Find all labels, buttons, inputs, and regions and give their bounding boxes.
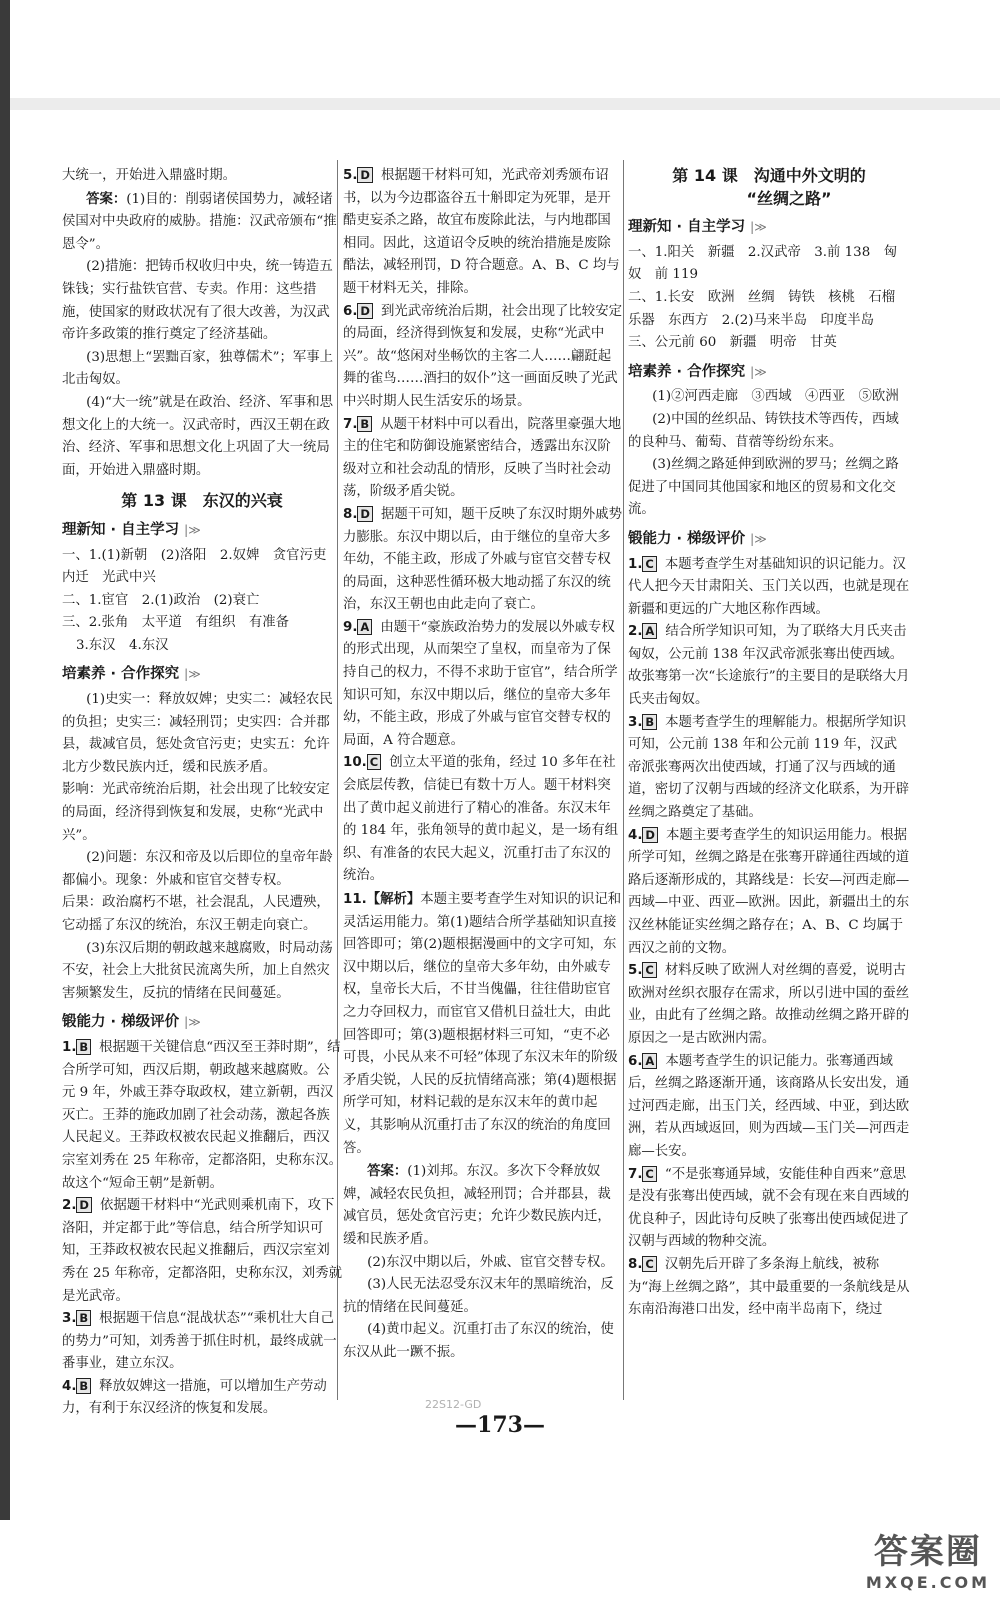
- knowledge-line: 3.东汉 4.东汉: [76, 637, 169, 653]
- answer-box: D: [357, 167, 373, 183]
- section-heading: [628, 216, 910, 239]
- analysis-label: 【解析】: [366, 891, 421, 907]
- question-number: 1.: [62, 1039, 77, 1055]
- question-text: “不是张骞通异域，安能佳种自西来”意思是没有张骞出使西域，就不会有现在来自西域的优良种子，因此诗句反映了张骞出使西域促进了汉朝与西域的物种交流。: [628, 1166, 910, 1250]
- question-item: [343, 504, 623, 617]
- answer-label: 答案：: [86, 190, 127, 207]
- scan-edge: [0, 0, 10, 1520]
- question-text: 根据题干材料可知，光武帝刘秀颁布诏书，以为今边郡盗谷五十斛即定为死罪，是开酷吏妄杀之路，故宜布废除此法，与内地郡国相同。因此，这道诏令反映的统治措施是废除酷法，减轻刑罚，D 符合题意。A、B、C 均与题干材料无关，排除。: [343, 168, 620, 296]
- question-item: [628, 712, 910, 825]
- section-heading: [62, 1011, 342, 1034]
- answer-paragraph: (2)措施：把铸币权收归中央，统一铸造五铢钱；实行盐铁官营、专卖。作用：这些措施，使国家的财政状况有了很大改善，为汉武帝许多政策的推行奠定了经济基础。: [62, 259, 333, 343]
- section-title: 理新知 · 自主学习: [62, 521, 180, 538]
- explore-paragraph: (2)中国的丝织品、铸铁技术等西传，西域的良种马、葡萄、苜蓿等纷纷东来。: [628, 411, 899, 450]
- question-item: [343, 617, 623, 753]
- section-title: 理新知 · 自主学习: [628, 219, 746, 236]
- question-number: 7.: [628, 1166, 643, 1182]
- question-text: 创立太平道的张角，经过 10 多年在社会底层传教，信徒已有数十万人。题干材料突出了黄巾起义前进行了精心的准备。东汉末年的 184 年，张角领导的黄巾起义，是一场有组织、有准备的农民大起义，沉重打击了东汉的统治。: [343, 755, 619, 884]
- chevron-right-icon: |≫: [184, 1015, 201, 1030]
- answer-paragraph: (4)黄巾起义。沉重打击了东汉的统治，使东汉从此一蹶不振。: [343, 1322, 614, 1360]
- paragraph: 大统一，开始进入鼎盛时期。: [62, 168, 237, 183]
- explore-paragraph: (3)丝绸之路延伸到欧洲的罗马；丝绸之路促进了中国同其他国家和地区的贸易和文化交流。: [628, 457, 899, 518]
- question-number: 11.: [343, 892, 367, 907]
- answer-box: D: [76, 1197, 92, 1213]
- question-text: 根据题干信息“混战状态”“乘机壮大自己的势力”可知，刘秀善于抓住时机，最终成就一番事业，建立东汉。: [62, 1311, 337, 1372]
- column-divider: [623, 160, 624, 1400]
- section-heading: [628, 528, 910, 551]
- answer-paragraph: (4)“大一统”就是在政治、经济、军事和思想文化上的大统一。汉武帝时，西汉王朝在政治、经济、军事和思想文化上巩固了大一统局面，开始进入鼎盛时期。: [62, 394, 334, 478]
- answer-box: C: [642, 1256, 656, 1272]
- question-number: 9.: [343, 619, 358, 635]
- question-item: [62, 1037, 342, 1195]
- column-3: [628, 165, 910, 1322]
- answer-box: C: [642, 1166, 656, 1182]
- question-item: [628, 825, 910, 961]
- question-item: [343, 301, 623, 414]
- question-number: 5.: [628, 963, 643, 979]
- question-item: [343, 414, 623, 504]
- knowledge-line: 一、1.阳关 新疆 2.汉武帝 3.前 138 匈奴 前 119: [628, 244, 898, 283]
- answer-text: (1)刘邦。东汉。多次下令释放奴婢，减轻农民负担，减轻刑罚；合并郡县，裁减官员，惩处贪官污吏；允许少数民族内迁，缓和民族矛盾。: [343, 1164, 611, 1247]
- print-code: 22S12-GD: [425, 1398, 482, 1411]
- chevron-right-icon: |≫: [750, 531, 767, 546]
- question-text: 依据题干材料中“光武则乘机南下，攻下洛阳，并定都于此”等信息，结合所学知识可知，王莽政权被农民起义推翻后，西汉宗室刘秀在 25 年称帝，定都洛阳，史称东汉，刘秀就是光武帝。: [62, 1198, 342, 1304]
- answer-box: C: [642, 962, 656, 978]
- question-number: 5.: [343, 168, 358, 183]
- section-heading: [628, 361, 910, 384]
- explore-paragraph: 影响：光武帝统治后期，社会出现了比较安定的局面，经济得到恢复和发展，史称“光武中兴”。: [62, 782, 330, 843]
- lesson-14-title: [628, 165, 910, 210]
- question-number: 6.: [628, 1053, 643, 1069]
- question-number: 2.: [628, 624, 643, 640]
- answer-box: C: [642, 556, 656, 572]
- question-text: 结合所学知识可知，为了联络大月氏夹击匈奴，公元前 138 年汉武帝派张骞出使西域。故张骞第一次“长途旅行”的主要目的是联络大月氏夹击匈奴。: [628, 624, 910, 708]
- answer-box: A: [642, 1053, 657, 1069]
- section-title: 锻能力 · 梯级评价: [62, 1014, 180, 1031]
- question-text: 材料反映了欧洲人对丝绸的喜爱，说明古欧洲对丝织衣服存在需求，所以引进中国的蚕丝业，由此有了丝绸之路。故推动丝绸之路开辟的原因之一是古欧洲内需。: [628, 963, 910, 1046]
- question-number: 6.: [343, 303, 358, 319]
- question-item: [62, 1308, 342, 1376]
- page-number: —173—: [455, 1412, 545, 1438]
- watermark-logo: [866, 1524, 990, 1592]
- question-number: 10.: [343, 755, 367, 771]
- question-number: 8.: [343, 506, 358, 522]
- question-item: [628, 1164, 910, 1254]
- question-text: 本题主要考查学生的知识运用能力。根据所学可知，丝绸之路是在张骞开辟通往西域的道路后逐渐形成的，其路线是：长安—河西走廊—西域—中亚、西亚—欧洲。因此，新疆出土的东汉丝林能证实丝绸之路存在；A、B、C 均属于西汉之前的文物。: [628, 827, 910, 956]
- knowledge-line: 三、公元前 60 新疆 明帝 甘英: [628, 335, 837, 351]
- question-text: 释放奴婢这一措施，可以增加生产劳动力，有利于东汉经济的恢复和发展。: [62, 1378, 327, 1417]
- answer-box: C: [367, 754, 381, 770]
- answer-box: B: [642, 714, 657, 730]
- knowledge-line: 二、1.宦官 2.(1)政治 (2)衰亡: [62, 592, 260, 608]
- question-text: 由题干“豪族政治势力的发展以外戚专权的形式出现，从而架空了皇权，而皇帝为了保持自己的权力，不得不求助于宦官”，结合所学知识可知，东汉中期以后，继位的皇帝大多年幼，不能主政，形成了外戚与宦官交替专权的局面，A 符合题意。: [343, 619, 618, 748]
- question-number: 7.: [343, 416, 358, 432]
- question-number: 3.: [62, 1311, 77, 1327]
- question-item: [343, 165, 623, 301]
- answer-paragraph: [343, 1160, 623, 1251]
- column-1: [62, 165, 342, 1421]
- explore-paragraph: (1)②河西走廊 ③西域 ④西亚 ⑤欧洲: [652, 389, 899, 405]
- question-item: [628, 621, 910, 711]
- answer-paragraph: (2)东汉中期以后，外戚、宦官交替专权。: [367, 1254, 614, 1270]
- lesson-14-title-line1: 第 14 课 沟通中外文明的: [672, 166, 866, 185]
- explore-paragraph: 后果：政治腐朽不堪，社会混乱，人民遭殃，它动摇了东汉的统治，东汉王朝走向衰亡。: [62, 895, 330, 933]
- explore-paragraph: (3)东汉后期的朝政越来越腐败，时局动荡不安，社会上大批贫民流离失所，加上自然灾害频繁发生，反抗的情绪在民间蔓延。: [62, 940, 333, 1001]
- question-item: [628, 1051, 910, 1164]
- section-title: 培素养 · 合作探究: [62, 666, 180, 683]
- answer-box: B: [76, 1378, 91, 1394]
- chevron-right-icon: |≫: [184, 667, 201, 682]
- answer-box: B: [76, 1310, 91, 1326]
- question-text: 本题考查学生的识记能力。张骞通西域后，丝绸之路逐渐开通，该商路从长安出发，通过河西走廊，出玉门关，经西域、中亚，到达欧洲，若从西域返回，则为西域—玉门关—河西走廊—长安。: [628, 1053, 910, 1159]
- question-number: 4.: [628, 827, 643, 843]
- answer-box: A: [357, 619, 372, 635]
- question-item: [628, 554, 910, 622]
- question-text: 据题干可知，题干反映了东汉时期外戚势力膨胀。东汉中期以后，由于继位的皇帝大多年幼，不能主政，形成了外戚与宦官交替专权的局面，这种恶性循环极大地动摇了东汉的统治，东汉王朝也由此走向了衰亡。: [343, 506, 622, 613]
- question-text: 本题主要考查学生对知识的识记和灵活运用能力。第(1)题结合所学基础知识直接回答即可；第(2)题根据漫画中的文字可知，东汉中期以后，继位的皇帝大多年幼，由外戚专权，皇帝长大后，不甘当傀儡，往往借助宦官之力夺回权力，而宦官又借机日益壮大，由此回答即可；第(3)题根据材料三可知，“吏不必可畏，小民从来不可轻”体现了东汉末年的阶级矛盾尖锐，人民的反抗情绪高涨；第(4)题根据所学可知，材料记载的是东汉末年的黄巾起义，其影响从沉重打击了东汉的统治的角度回答。: [343, 892, 622, 1156]
- watermark-sub: MXQE.COM: [865, 1573, 990, 1592]
- lesson-14-title-line2: “丝绸之路”: [746, 188, 832, 208]
- knowledge-line: 三、2.张角 太平道 有组织 有准备: [62, 615, 290, 631]
- section-heading: [62, 519, 342, 542]
- answer-paragraph: [62, 188, 342, 257]
- question-text: 根据题干关键信息“西汉至王莽时期”，结合所学可知，西汉后期，朝政越来越腐败。公元 9 年，外戚王莽夺取政权，建立新朝，西汉灭亡。王莽的施政加剧了社会动荡，激起各族人民起义。王莽政权被农民起义推翻后，西汉宗室刘秀在 25 年称帝，定都洛阳，史称东汉。故这个“短命王朝”是新朝。: [62, 1039, 342, 1191]
- explore-paragraph: (1)史实一：释放奴婢；史实二：减轻农民的负担；史实三：减轻刑罚；史实四：合并郡县，裁减官员，惩处贪官污吏；史实五：允许北方少数民族内迁，缓和民族矛盾。: [62, 692, 333, 775]
- question-text: 本题考查学生对基础知识的识记能力。汉代人把今天甘肃阳关、玉门关以西，也就是现在新疆和更远的广大地区称作西域。: [628, 556, 910, 617]
- section-title: 锻能力 · 梯级评价: [628, 530, 746, 547]
- answer-box: D: [357, 303, 373, 319]
- question-number: 8.: [628, 1256, 643, 1272]
- answer-box: D: [357, 506, 373, 522]
- answer-box: D: [642, 827, 658, 843]
- question-number: 2.: [62, 1198, 77, 1214]
- question-text: 汉朝先后开辟了多条海上航线，被称为“海上丝绸之路”，其中最重要的一条航线是从东南沿海港口出发，经中南半岛南下，绕过: [628, 1256, 910, 1318]
- question-text: 本题考查学生的理解能力。根据所学知识可知，公元前 138 年和公元前 119 年，汉武帝派张骞两次出使西域，打通了汉与西域的通道，密切了汉朝与西域的经济文化联系，为开辟丝绸之路奠定了基础。: [628, 714, 910, 821]
- question-item: [343, 752, 623, 888]
- knowledge-line: 一、1.(1)新朝 (2)洛阳 2.奴婢 贪官污吏 内迁 光武中兴: [62, 547, 340, 586]
- watermark-main: 答案圈: [873, 1532, 982, 1572]
- question-item: [628, 1254, 910, 1322]
- lesson-13-title: 第 13 课 东汉的兴衰: [121, 491, 283, 511]
- answer-box: B: [76, 1039, 91, 1055]
- question-number: 1.: [628, 556, 643, 572]
- question-item: [62, 1195, 342, 1308]
- question-number: 4.: [62, 1378, 77, 1394]
- question-number: 3.: [628, 714, 643, 730]
- answer-paragraph: (3)思想上“罢黜百家，独尊儒术”；军事上北击匈奴。: [62, 349, 334, 388]
- answer-text: (1)目的：削弱诸侯国势力，减轻诸侯国对中央政府的威胁。措施：汉武帝颁布“推恩令”。: [62, 191, 337, 252]
- question-item: [343, 888, 623, 1160]
- scan-band: [10, 98, 1000, 110]
- explore-paragraph: (2)问题：东汉和帝及以后即位的皇帝年龄都偏小。现象：外戚和宦官交替专权。: [62, 850, 333, 888]
- answer-label: 答案：: [367, 1163, 408, 1180]
- chevron-right-icon: |≫: [750, 364, 767, 379]
- knowledge-line: 二、1.长安 欧洲 丝绸 铸铁 核桃 石榴 乐器 东西方 2.(2)马来半岛 印度半岛: [628, 289, 909, 328]
- section-heading: [62, 663, 342, 686]
- chevron-right-icon: |≫: [184, 522, 201, 537]
- answer-box: B: [357, 416, 372, 432]
- column-2: [343, 165, 623, 1364]
- question-item: [628, 960, 910, 1050]
- answer-box: A: [642, 623, 657, 639]
- question-text: 从题干材料中可以看出，院落里豪强大地主的住宅和防御设施紧密结合，透露出东汉阶级对立和社会动乱的情形，反映了当时社会动荡，阶级矛盾尖锐。: [343, 416, 622, 500]
- question-text: 到光武帝统治后期，社会出现了比较安定的局面，经济得到恢复和发展，史称“光武中兴”。故“悠闲对坐畅饮的主客二人……翩跹起舞的雀鸟……酒扫的奴仆”这一画面反映了光武中兴时期人民生活安乐的场景。: [343, 303, 622, 409]
- section-title: 培素养 · 合作探究: [628, 363, 746, 380]
- chevron-right-icon: |≫: [750, 220, 767, 235]
- answer-paragraph: (3)人民无法忍受东汉末年的黑暗统治，反抗的情绪在民间蔓延。: [343, 1277, 614, 1315]
